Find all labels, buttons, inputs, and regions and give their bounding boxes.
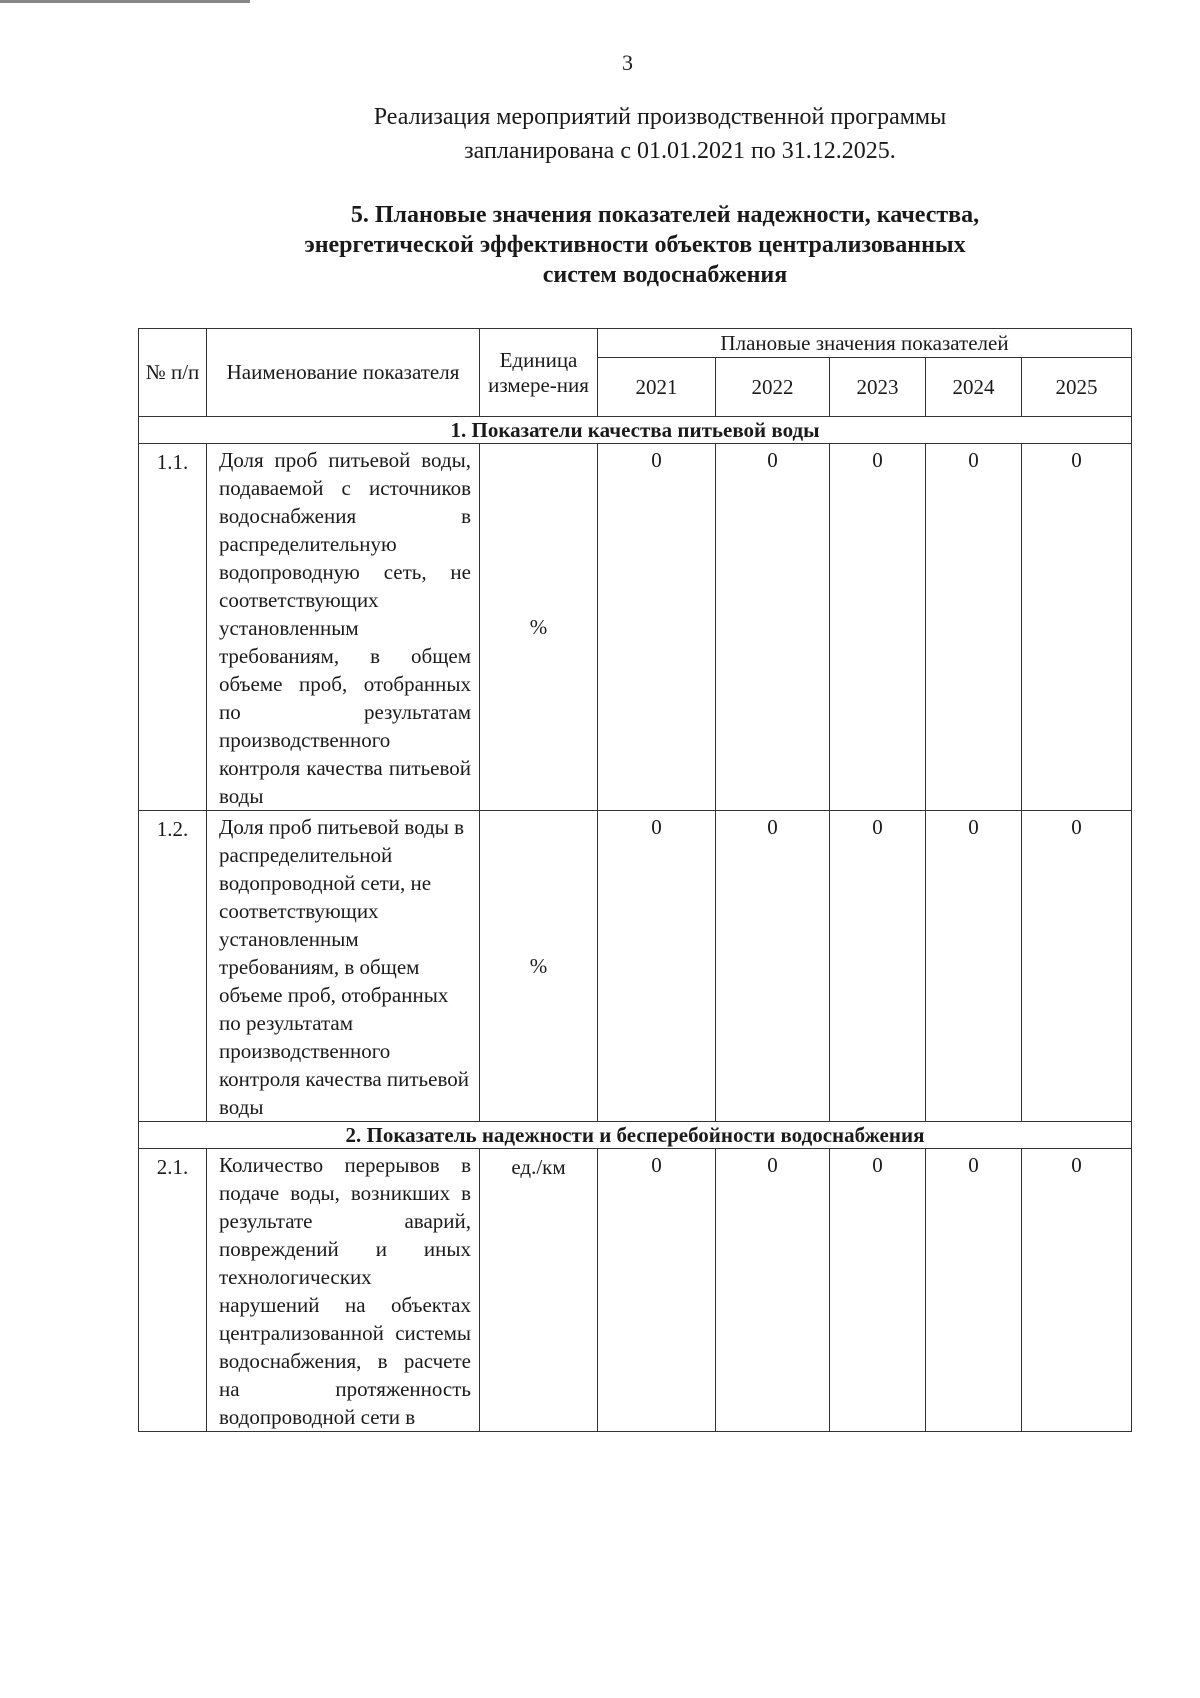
row-value-2023: 0 (830, 811, 926, 1122)
intro-paragraph (300, 100, 1020, 168)
indicators-table (138, 328, 1132, 1432)
intro-line-2: запланирована с 01.01.2021 по 31.12.2025. (464, 138, 896, 164)
row-number: 1.2. (139, 811, 207, 1122)
row-value-2024: 0 (926, 444, 1022, 811)
row-value-2024: 0 (926, 1149, 1022, 1432)
section-row (139, 1122, 1132, 1149)
row-indicator-name: Количество перерывов в подаче воды, возникших в результате аварий, повреждений и иных технологических нарушений на объектах централизованной системы водоснабжения, в расчете на протяженность водопроводной сети в (207, 1149, 480, 1432)
section-heading-line-2: энергетической эффективности объектов централизованных (304, 232, 966, 258)
page-number: 3 (622, 50, 633, 75)
row-unit: % (480, 444, 598, 811)
header-planned-values: Плановые значения показателей (598, 329, 1132, 358)
row-value-2023: 0 (830, 444, 926, 811)
section-title: 2. Показатель надежности и бесперебойности водоснабжения (139, 1122, 1132, 1149)
row-value-2022: 0 (716, 444, 830, 811)
section-heading-line-1: 5. Плановые значения показателей надежности, качества, (350, 202, 980, 228)
header-year-2025: 2025 (1022, 358, 1132, 417)
header-year-2022: 2022 (716, 358, 830, 417)
row-unit: ед./км (480, 1149, 598, 1432)
row-value-2021: 0 (598, 1149, 716, 1432)
section-heading (235, 200, 1035, 290)
section-row (139, 417, 1132, 444)
header-year-2023: 2023 (830, 358, 926, 417)
row-value-2023: 0 (830, 1149, 926, 1432)
table-row (139, 444, 1132, 811)
row-number: 1.1. (139, 444, 207, 811)
header-year-2024: 2024 (926, 358, 1022, 417)
row-indicator-name: Доля проб питьевой воды, подаваемой с источников водоснабжения в распределительную водопроводную сеть, не соответствующих установленным требованиям, в общем объеме проб, отобранных по результатам производственного контроля качества питьевой воды (207, 444, 480, 811)
section-heading-line-3: систем водоснабжения (542, 262, 788, 288)
row-value-2024: 0 (926, 811, 1022, 1122)
intro-line-1: Реализация мероприятий производственной программы (373, 104, 947, 130)
row-value-2025: 0 (1022, 811, 1132, 1122)
row-value-2021: 0 (598, 811, 716, 1122)
section-title: 1. Показатели качества питьевой воды (139, 417, 1132, 444)
row-value-2022: 0 (716, 811, 830, 1122)
table-row (139, 811, 1132, 1122)
row-value-2022: 0 (716, 1149, 830, 1432)
row-value-2025: 0 (1022, 1149, 1132, 1432)
header-indicator-name: Наименование показателя (207, 329, 480, 417)
row-indicator-name: Доля проб питьевой воды в распределительной водопроводной сети, не соответствующих установленным требованиям, в общем объеме проб, отобранных по результатам производственного контроля качества питьевой воды (207, 811, 480, 1122)
row-number: 2.1. (139, 1149, 207, 1432)
row-unit: % (480, 811, 598, 1122)
row-value-2025: 0 (1022, 444, 1132, 811)
scan-edge-mark (0, 0, 250, 3)
row-value-2021: 0 (598, 444, 716, 811)
table-row (139, 1149, 1132, 1432)
header-number: № п/п (139, 329, 207, 417)
header-unit: Единица измере-ния (480, 329, 598, 417)
header-year-2021: 2021 (598, 358, 716, 417)
